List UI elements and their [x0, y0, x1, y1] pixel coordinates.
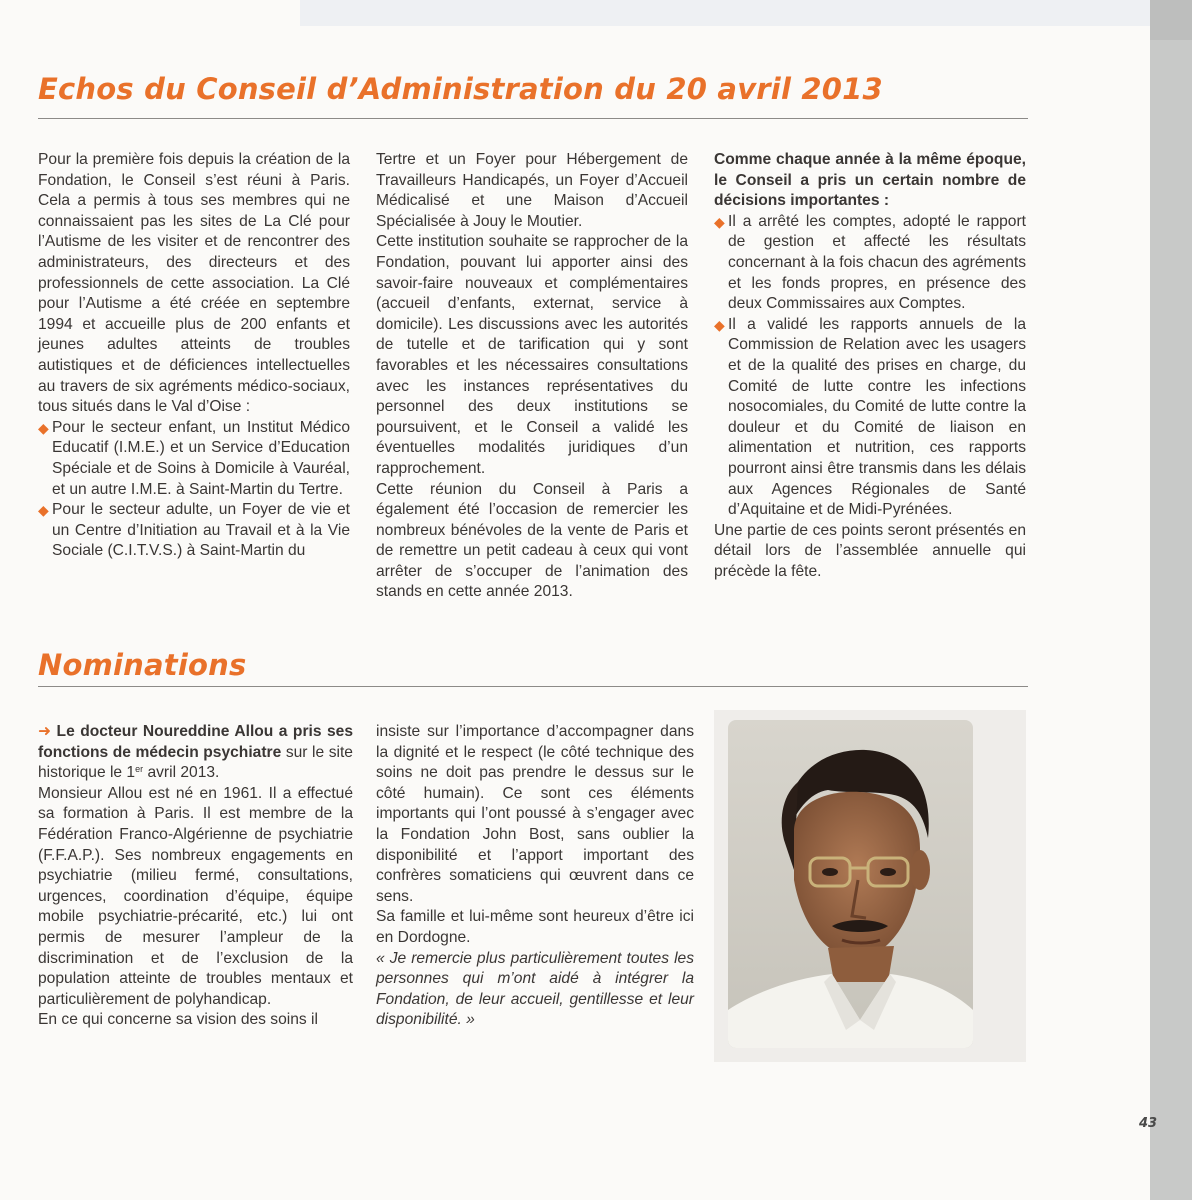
nomination-lead-bold: Le docteur Noureddine Allou a pris ses fonctions de médecin psychiatre	[38, 723, 353, 761]
portrait-photo	[728, 720, 973, 1048]
section-divider	[38, 686, 1028, 687]
nominations-column-2	[376, 722, 694, 1031]
page-number: 43	[1138, 1116, 1158, 1131]
paragraph: Tertre et un Foyer pour Hébergement de Travailleurs Handicapés, un Foyer d’Accueil Médicalisé et une Maison d’Accueil Spécialisée à Jouy le Moutier.	[376, 151, 688, 230]
nominations-column-1	[38, 722, 353, 1031]
intro-paragraph: Pour la première fois depuis la création de la Fondation, le Conseil s’est réuni à Paris. Cela a permis à tous ses membres qui ne connaissaient pas les sites de La Clé pour l’Autisme de les visiter et de rencontrer des administrateurs, des directeurs et des professionnels de cette association. La Clé pour l’Autisme a été créée en septembre 1994 et accueille plus de 200 enfants et jeunes adultes atteints de troubles autistiques et de déficiences intellectuelles au travers de six agréments médico-sociaux, tous situés dans le Val d’Oise :	[38, 151, 350, 416]
paragraph: En ce qui concerne sa vision des soins il	[38, 1011, 318, 1029]
article-column-1	[38, 150, 350, 562]
bullet-text: Pour le secteur enfant, un Institut Médico Educatif (I.M.E.) et un Service d’Education Spéciale et de Soins à Domicile à Vauréal, et un autre I.M.E. à Saint-Martin du Tertre.	[52, 418, 350, 498]
paragraph: Cette réunion du Conseil à Paris a également été l’occasion de remercier les nombreux bénévoles de la vente de Paris et de remettre un petit cadeau à ceux qui vont arrêter de s’occuper de l’animation des stands en cette année 2013.	[376, 480, 688, 601]
bullet-item	[38, 500, 350, 562]
biography-paragraph: Monsieur Allou est né en 1961. Il a effectué sa formation à Paris. Il est membre de la Fédération Franco-Algérienne de psychiatrie (F.F.A.P.). Ses nombreux engagements en psychiatrie (milieu fermé, consultations, urgences, coordination d’équipe, équipe mobile psychiatrie-précarité, etc.) lui ont permis de mesurer l’ampleur de la discrimination et de l’exclusion de la population atteinte de troubles mentaux et particulièrement de polyhandicap.	[38, 784, 353, 1008]
bullet-text: Il a arrêté les comptes, adopté le rapport de gestion et affecté les résultats concernant à la fois chacun des agréments et les fonds propres, en présence des deux Commissaires aux Comptes.	[728, 212, 1026, 313]
diamond-bullet-icon: ◆	[714, 316, 725, 333]
paragraph: Cette institution souhaite se rapprocher de la Fondation, pouvant lui apporter ainsi des savoir-faire nouveaux et complémentaires (accueil d’enfants, externat, service à domicile). Les discussions avec les autorités de tutelle et de tarification qui y sont favorables et les nécessaires consultations avec les instances représentatives du personnel des deux institutions se poursuivent, et le Conseil a validé les éventuelles modalités juridiques d’un rapprochement.	[376, 233, 688, 477]
bullet-text: Il a validé les rapports annuels de la Commission de Relation avec les usagers et de la qualité des prises en charge, du Comité de lutte contre les infections nosocomiales, du Comité de lutte contre la douleur et du Comité de liaison en alimentation et nutrition, ces rapports pourront ainsi être transmis dans les délais aux Agences Régionales de Santé d’Aquitaine et de Midi-Pyrénées.	[728, 315, 1026, 519]
closing-paragraph: Une partie de ces points seront présentés en détail lors de l’assemblée annuelle qui précède la fête.	[714, 521, 1026, 580]
top-strip	[300, 0, 1150, 26]
section-divider	[38, 118, 1028, 119]
section-title-conseil: Echos du Conseil d’Administration du 20 avril 2013	[38, 72, 883, 106]
quote-paragraph: « Je remercie plus particulièrement toutes les personnes qui m’ont aidé à intégrer la Fondation, de leur accueil, gentillesse et leur disponibilité. »	[376, 949, 694, 1029]
diamond-bullet-icon: ◆	[38, 419, 49, 436]
bullet-item	[714, 315, 1026, 521]
bullet-item	[714, 212, 1026, 315]
paragraph: Sa famille et lui-même sont heureux d’être ici en Dordogne.	[376, 908, 694, 946]
ordinal-suffix: er	[135, 764, 144, 775]
nomination-lead-end: avril 2013.	[143, 764, 220, 782]
bullet-text: Pour le secteur adulte, un Foyer de vie et un Centre d’Initiation au Travail et à la Vie Sociale (C.I.T.V.S.) à Saint-Martin du	[52, 501, 350, 560]
section-title-nominations: Nominations	[38, 648, 247, 682]
arrow-right-icon: ➜	[38, 723, 52, 740]
decisions-lead: Comme chaque année à la même époque, le Conseil a pris un certain nombre de décisions importantes :	[714, 151, 1026, 210]
article-column-3	[714, 150, 1026, 582]
article-column-2	[376, 150, 688, 603]
nomination-lead-text: sur le site historique le 1	[38, 743, 353, 782]
bullet-item	[38, 418, 350, 500]
nomination-lead	[38, 722, 353, 784]
diamond-bullet-icon: ◆	[38, 502, 49, 519]
paragraph: insiste sur l’importance d’accompagner dans la dignité et le respect (le côté technique des soins ne doit pas prendre le dessus sur le côté humain). Ce sont ces éléments importants qui l’ont poussé à s’engager avec la Fondation John Bost, sans oublier la disponibilité et l’apport important des confrères somaticiens qui œuvrent dans ce sens.	[376, 723, 694, 905]
diamond-bullet-icon: ◆	[714, 213, 725, 230]
